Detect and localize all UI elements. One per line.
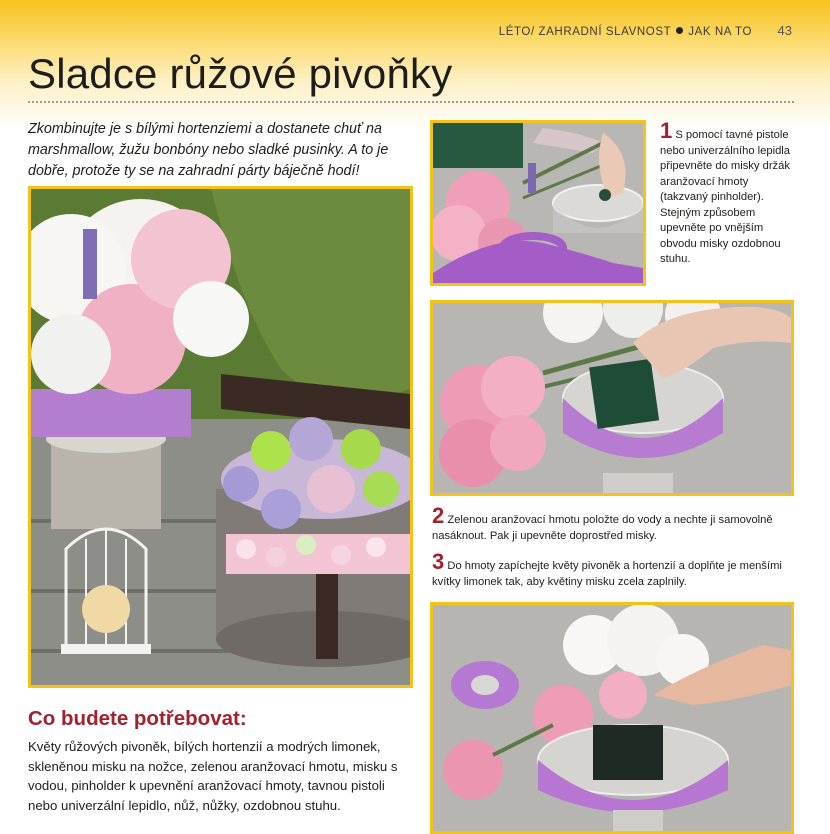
step-text: Zelenou aranžovací hmotu položte do vody a nechte ji samovolně nasáknout. Pak ji upevněte doprostřed misky. bbox=[432, 514, 773, 542]
running-head-category: JAK NA TO bbox=[688, 26, 752, 38]
page-number: 43 bbox=[777, 23, 792, 38]
bullet-icon bbox=[676, 27, 683, 34]
step1-photo bbox=[430, 120, 646, 286]
materials-text: Květy růžových pivoněk, bílých hortenzií a modrých limonek, skleněnou misku na nožce, zelenou aranžovací hmotu, misku s vodou, pinholder k upevnění aranžovací hmoty, tavnou pistoli nebo univerzální lepidlo, nůž, nůžky, ozdobnou stuhu. bbox=[28, 739, 398, 813]
step-3 bbox=[432, 549, 794, 590]
main-photo bbox=[28, 186, 413, 688]
running-head-section: LÉTO/ ZAHRADNÍ SLAVNOST bbox=[498, 26, 672, 38]
step-text: S pomocí tavné pistole nebo univerzálního lepidla připevněte do misky držák aranžovací hmoty (takzvaný pinholder). Stejným způsobem upevněte po vnějším obvodu misky ozdobnou stuhu. bbox=[660, 129, 790, 265]
step-2 bbox=[432, 503, 794, 544]
intro-text: Zkombinujte je s bílými hortenziemi a dostanete chuť na marshmallow, žužu bonbóny nebo sladké pusinky. A to je dobře, protože ty se na zahradní párty báječně hodí! bbox=[28, 121, 389, 179]
step-text: Do hmoty zapíchejte květy pivoněk a hortenzií a doplňte je menšími kvítky limonek tak, aby květiny misku zcela zaplnily. bbox=[432, 560, 782, 588]
step-number: 2 bbox=[432, 503, 445, 528]
page-title: Sladce růžové pivoňky bbox=[28, 50, 453, 97]
materials-heading: Co budete potřebovat: bbox=[28, 707, 247, 730]
running-head bbox=[499, 26, 752, 38]
step-1 bbox=[660, 118, 796, 268]
step3-photo bbox=[430, 602, 794, 834]
step-number: 1 bbox=[660, 118, 673, 143]
step2-photo bbox=[430, 300, 794, 496]
dotted-divider bbox=[28, 101, 794, 103]
step-number: 3 bbox=[432, 549, 445, 574]
